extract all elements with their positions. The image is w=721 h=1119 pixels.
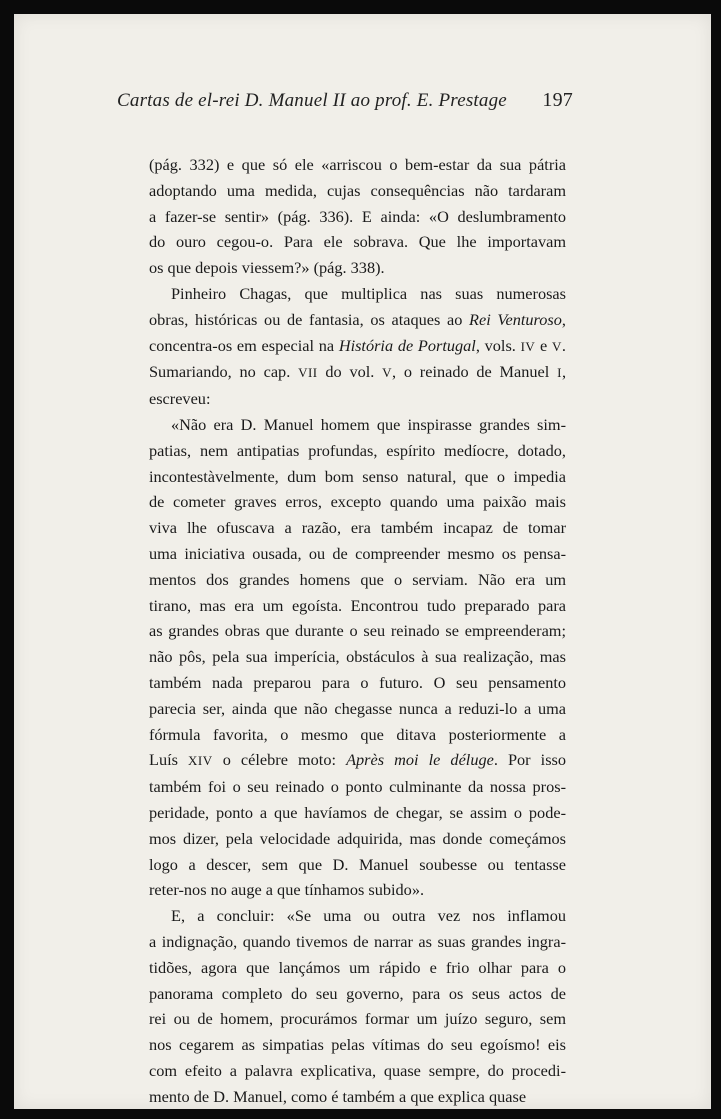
page-number: 197	[542, 89, 573, 111]
running-title: Cartas de el-rei D. Manuel II ao prof. E. Prestage	[117, 90, 507, 111]
text-line	[149, 438, 566, 464]
text-run: adoptando uma medida, cujas consequências não tardaram	[149, 180, 566, 200]
text-run: reter-nos no auge a que tínhamos subido».	[149, 880, 425, 900]
text-line	[149, 281, 566, 307]
text-line	[149, 489, 566, 515]
text-run: tirano, mas era um egoísta. Encontrou tudo preparado para	[149, 595, 566, 615]
text-run: escreveu:	[149, 389, 211, 409]
text-line	[149, 386, 566, 412]
text-line	[149, 1058, 566, 1084]
text-run: do ouro cegou-o. Para ele sobrava. Que lhe importavam	[149, 232, 566, 252]
text-line	[149, 229, 566, 255]
text-run: peridade, ponto a que havíamos de chegar, se assim o pode-	[149, 802, 566, 822]
italic-text: Rei Venturoso	[469, 309, 562, 329]
text-run: também nada preparou para o futuro. O seu pensamento	[149, 672, 566, 692]
italic-text: História de Portugal	[338, 335, 476, 355]
text-line	[149, 541, 566, 567]
text-run: as grandes obras que durante o seu reinado se empreenderam;	[149, 621, 566, 641]
text-line	[149, 722, 566, 748]
text-line	[149, 307, 566, 333]
text-run: , vols.	[475, 335, 521, 355]
text-run: .	[561, 335, 566, 355]
roman-numeral: V	[552, 338, 562, 354]
text-line	[149, 515, 566, 541]
text-line	[149, 618, 566, 644]
text-line	[149, 1032, 566, 1058]
text-line	[149, 981, 566, 1007]
text-line	[149, 826, 566, 852]
text-run: viva lhe ofuscava a razão, era também incapaz de tomar	[149, 518, 566, 538]
text-line	[149, 464, 566, 490]
text-line	[149, 747, 566, 774]
text-line	[149, 255, 566, 281]
text-line	[149, 567, 566, 593]
text-run: . Por isso	[493, 750, 567, 770]
text-run: a indignação, quando tivemos de narrar as suas grandes ingra-	[149, 931, 566, 951]
text-line	[149, 412, 566, 438]
text-run: os que depois viessem?» (pág. 338).	[149, 258, 385, 278]
body-text	[149, 152, 566, 1109]
text-run: logo a descer, sem que D. Manuel soubesse ou tentasse	[149, 854, 566, 874]
text-run: panorama completo do seu governo, para os seus actos de	[149, 983, 566, 1003]
italic-text: Après moi le déluge	[346, 750, 494, 770]
text-run: fórmula favorita, o mesmo que ditava posteriormente a	[149, 724, 566, 744]
text-run: obras, históricas ou de fantasia, os ataques ao	[149, 309, 470, 329]
paragraph	[149, 281, 566, 412]
paragraph	[149, 903, 566, 1109]
text-line	[149, 696, 566, 722]
roman-numeral: VII	[298, 365, 318, 381]
text-line	[149, 955, 566, 981]
text-run: E, a concluir: «Se uma ou outra vez nos inflamou	[171, 906, 566, 926]
text-run: Sumariando, no cap.	[149, 362, 299, 382]
text-run: a fazer-se sentir» (pág. 336). E ainda: «O deslumbramento	[149, 206, 566, 226]
text-line	[149, 593, 566, 619]
text-run: do vol.	[317, 362, 383, 382]
text-run: mento de D. Manuel, como é também a que explica quase	[149, 1086, 527, 1106]
text-run: «Não era D. Manuel homem que inspirasse grandes sim-	[171, 414, 566, 434]
paragraph	[149, 152, 566, 281]
text-run: concentra-os em especial na	[149, 335, 339, 355]
text-run: ,	[561, 309, 566, 329]
text-line	[149, 644, 566, 670]
paragraph	[149, 412, 566, 903]
text-run: rei ou de homem, procurámos formar um juízo seguro, sem	[149, 1009, 566, 1029]
text-run: com efeito a palavra explicativa, quase sempre, do procedi-	[149, 1060, 566, 1080]
text-run: mos dizer, pela velocidade adquirida, mas donde começámos	[149, 828, 566, 848]
text-run: e	[535, 335, 553, 355]
text-run: também foi o seu reinado o ponto culminante da nossa pros-	[149, 777, 566, 797]
text-run: patias, nem antipatias profundas, espírito medíocre, dotado,	[149, 440, 566, 460]
text-run: o célebre moto:	[212, 750, 347, 770]
text-run: Pinheiro Chagas, que multiplica nas suas numerosas	[171, 283, 566, 303]
text-line	[149, 152, 566, 178]
roman-numeral: XIV	[188, 753, 213, 769]
text-line	[149, 1084, 566, 1110]
text-line	[149, 903, 566, 929]
roman-numeral: I	[557, 365, 562, 381]
text-line	[149, 877, 566, 903]
roman-numeral: IV	[520, 338, 536, 354]
text-line	[149, 178, 566, 204]
text-line	[149, 929, 566, 955]
text-line	[149, 359, 566, 386]
text-run: mentos dos grandes homens que o serviam. Não era um	[149, 569, 566, 589]
roman-numeral: V	[382, 365, 393, 381]
running-head	[117, 89, 573, 112]
text-run: tidões, agora que lançámos um rápido e frio olhar para o	[149, 957, 566, 977]
text-run: (pág. 332) e que só ele «arriscou o bem-estar da sua pátria	[149, 155, 566, 174]
text-run: nos cegarem as simpatias pelas vítimas do seu egoísmo! eis	[149, 1035, 566, 1055]
text-run: , o reinado de Manuel	[392, 362, 558, 382]
text-line	[149, 774, 566, 800]
text-run: ,	[561, 362, 567, 382]
text-run: de cometer graves erros, excepto quando uma paixão mais	[149, 492, 566, 512]
text-run: não pôs, pela sua imperícia, obstáculos à sua realização, mas	[149, 647, 566, 667]
text-line	[149, 670, 566, 696]
text-line	[149, 333, 566, 360]
text-run: Luís	[149, 750, 189, 770]
text-run: uma iniciativa ousada, ou de compreender mesmo os pensa-	[149, 543, 566, 563]
text-line	[149, 800, 566, 826]
text-run: incontestàvelmente, dum bom senso natural, que o impedia	[149, 466, 566, 486]
text-run: parecia ser, ainda que não chegasse nunca a reduzi-lo a uma	[149, 698, 566, 718]
text-line	[149, 852, 566, 878]
text-line	[149, 1006, 566, 1032]
text-line	[149, 204, 566, 230]
book-page	[14, 14, 711, 1109]
